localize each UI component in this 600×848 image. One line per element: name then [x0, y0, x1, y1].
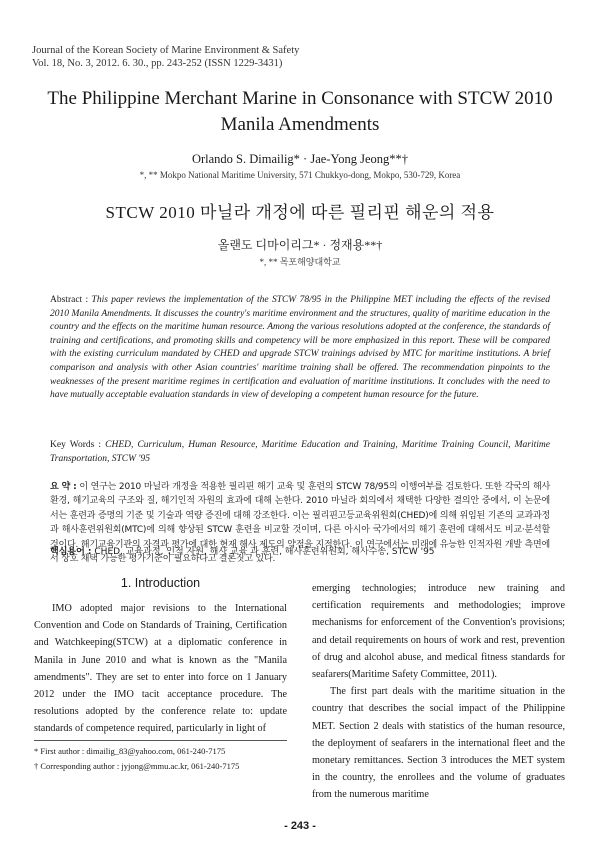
paragraph: IMO adopted major revisions to the International Convention and Code on Standards of Training, Certification and Watchkeeping(STCW) at a diplomatic conference in Manila in June 2010 and what is known as the "Manila amendments". They are set to enter into force on 1 January 2012 under the IMO tacit acceptance procedure. The resolutions adopted by the conference relate to: update standards of competence required, particularly in light of	[34, 603, 287, 735]
keywords	[50, 439, 550, 466]
keywords-label: Key Words :	[50, 440, 102, 450]
korean-keywords	[50, 544, 550, 557]
affiliation-ko: *, ** 목포해양대학교	[259, 257, 341, 267]
korean-abstract-text: 이 연구는 2010 마닐라 개정을 적용한 필리핀 해기 교육 및 훈련의 STCW 78/95의 이행여부를 검토한다. 또한 각국의 해사환경, 해기교육의 구조와 질, 해기인적 자원의 효과에 대해 논한다. 2010 마닐라 회의에서 채택한 다양한 결의안 중에서, 이 논문에서는 훈련과 증명의 기준 및 기술과 역량 증진에 대해 강조한다. 이는 필리핀고등교육위원회(CHED)에 의해 위임된 기존의 교과과정과 해사훈련위원회(MTC)에 의해 향상된 STCW 훈련을 비교할 것이며, 다른 아시아 국가에서의 해기 훈련에 대해서도 비교·분석할 것이다. 해기교육기관의 자격과 평가에 대한 현재 해사 제도의 약점을 지적한다. 이 연구에서는 미래에 유능한 인적자원 개발 측면에서 상호 채택 가능한 평가기준이 필요하다고 결론짓고 있다.	[50, 482, 550, 565]
abstract-text: This paper reviews the implementation of the STCW 78/95 in the Philippine MET including the effects of the revised 2010 Manila Amendments. It discusses the country's maritime environment and the structures, quality of maritime education in the country and the effects on the maritime human resource. Among the various resolutions adopted at the conference, the standards of training and certifications, and promoting skills and competency will be more emphasized in this report. These will be compared with the existing curriculum mandated by CHED and upgrade STCW trainings advised by MTC for maritime institutions. A brief comparison and analysis with other Asian countries' maritime training shall be offered. The recommendation pinpoints to the weaknesses of the present maritime regimes in certification and evaluation of maritime institutions. It concludes with the need to have mutually acceptable evaluation standards in view of developing a competent human resource for the future.	[50, 295, 551, 401]
authors-ko: 올랜도 디마이리그* · 정재용**†	[217, 238, 383, 252]
page-number: - 243 -	[284, 820, 316, 832]
paper-title-en: The Philippine Merchant Marine in Consonance with STCW 2010 Manila Amendments	[47, 88, 553, 135]
paragraph: emerging technologies; introduce new training and certification requirements and methodologies; improve mechanisms for enforcement of the Convention's provisions; and detail requirements on hours of work and rest, prevention of drug and alcohol abuse, and medical fitness standards for seafarers(Maritime Safety Committee, 2011).	[312, 583, 565, 681]
affiliation-en: *, ** Mokpo National Maritime University, 571 Chukkyo-dong, Mokpo, 530-729, Korea	[139, 170, 461, 180]
column-left	[34, 600, 287, 738]
paragraph: The first part deals with the maritime situation in the country that describes the social impact of the Philippine MET. Section 2 deals with statistics of the human resource, the deployment of seafarers in the international fleet and the monetary remittances. Section 3 introduces the MET system in the country, the enrollees and the volume of graduates from the numerous maritime	[312, 686, 565, 801]
footnote-first-author: * First author : dimailig_83@yahoo.com, 061-240-7175	[34, 746, 226, 756]
paper-title-ko: STCW 2010 마닐라 개정에 따른 필리핀 해운의 적용	[105, 203, 495, 222]
column-right	[312, 580, 565, 804]
keywords-text: CHED, Curriculum, Human Resource, Maritime Education and Training, Maritime Training Council, Maritime Transportation, STCW '95	[50, 440, 550, 464]
journal-name: Journal of the Korean Society of Marine Environment & Safety	[32, 45, 300, 56]
section-heading: 1. Introduction	[120, 576, 201, 590]
authors-en: Orlando S. Dimailig* · Jae-Yong Jeong**†	[191, 152, 409, 166]
korean-abstract-label: 요 약 :	[50, 482, 77, 492]
journal-volume: Vol. 18, No. 3, 2012. 6. 30., pp. 243-252 (ISSN 1229-3431)	[32, 58, 283, 69]
footnote-block	[34, 740, 287, 774]
journal-header	[32, 44, 299, 70]
korean-keywords-text: CHED, 교육과정, 인적 자원, 해사 교육 과 훈련, 해사훈련위원회, 해사수송, STCW '95	[94, 547, 435, 557]
abstract	[50, 294, 550, 403]
abstract-label: Abstract :	[50, 295, 89, 305]
footnote-rule-top	[34, 740, 287, 741]
footnote-corresponding-author: † Corresponding author : jyjong@mmu.ac.kr, 061-240-7175	[34, 761, 240, 771]
korean-keywords-label: 핵심용어 :	[50, 547, 92, 557]
